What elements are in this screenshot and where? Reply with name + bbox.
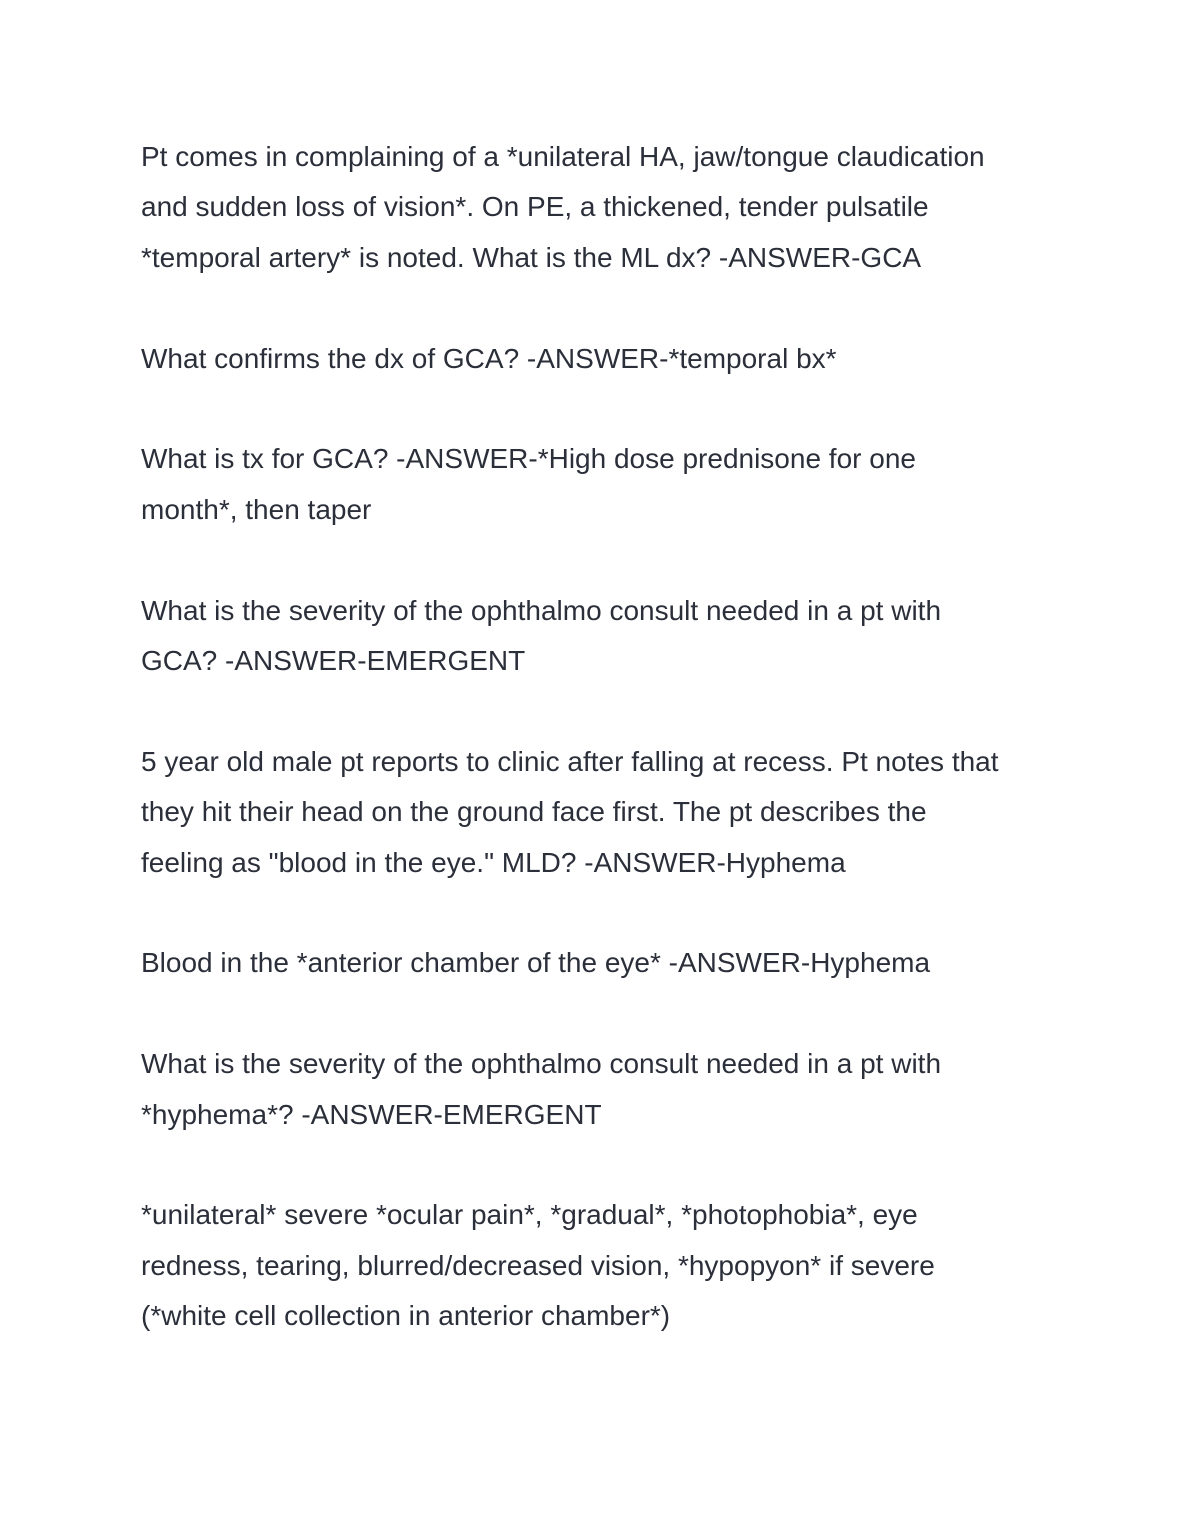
- paragraph-gca-consult: What is the severity of the ophthalmo consult needed in a pt with GCA? -ANSWER-EMERGENT: [141, 594, 942, 677]
- paragraph-hyphema-consult: What is the severity of the ophthalmo consult needed in a pt with *hyphema*? -ANSWER-EMERGENT: [141, 1048, 942, 1130]
- paragraph-hyphema-case: 5 year old male pt reports to clinic after falling at recess. Pt notes that they hit their head on the ground face first. The pt describes the feeling as "blood in the eye." MLD? -ANSWER-Hyphema: [141, 745, 999, 878]
- paragraph-hyphema-definition: Blood in the *anterior chamber of the eye* -ANSWER-Hyphema: [141, 947, 931, 979]
- paragraph-gca-treatment: What is tx for GCA? -ANSWER-*High dose prednisone for one month*, then taper: [141, 443, 916, 525]
- paragraph-uveitis-symptoms: *unilateral* severe *ocular pain*, *gradual*, *photophobia*, eye redness, tearing, blurred/decreased vision, *hypopyon* if severe (*white cell collection in anterior chamber*): [141, 1199, 935, 1332]
- document-body: [141, 132, 1061, 1392]
- paragraph-gca-confirm: What confirms the dx of GCA? -ANSWER-*temporal bx*: [141, 342, 837, 374]
- paragraph-gca-question: Pt comes in complaining of a *unilateral HA, jaw/tongue claudication and sudden loss of vision*. On PE, a thickened, tender pulsatile *temporal artery* is noted. What is the ML dx? -ANSWER-GCA: [141, 141, 985, 273]
